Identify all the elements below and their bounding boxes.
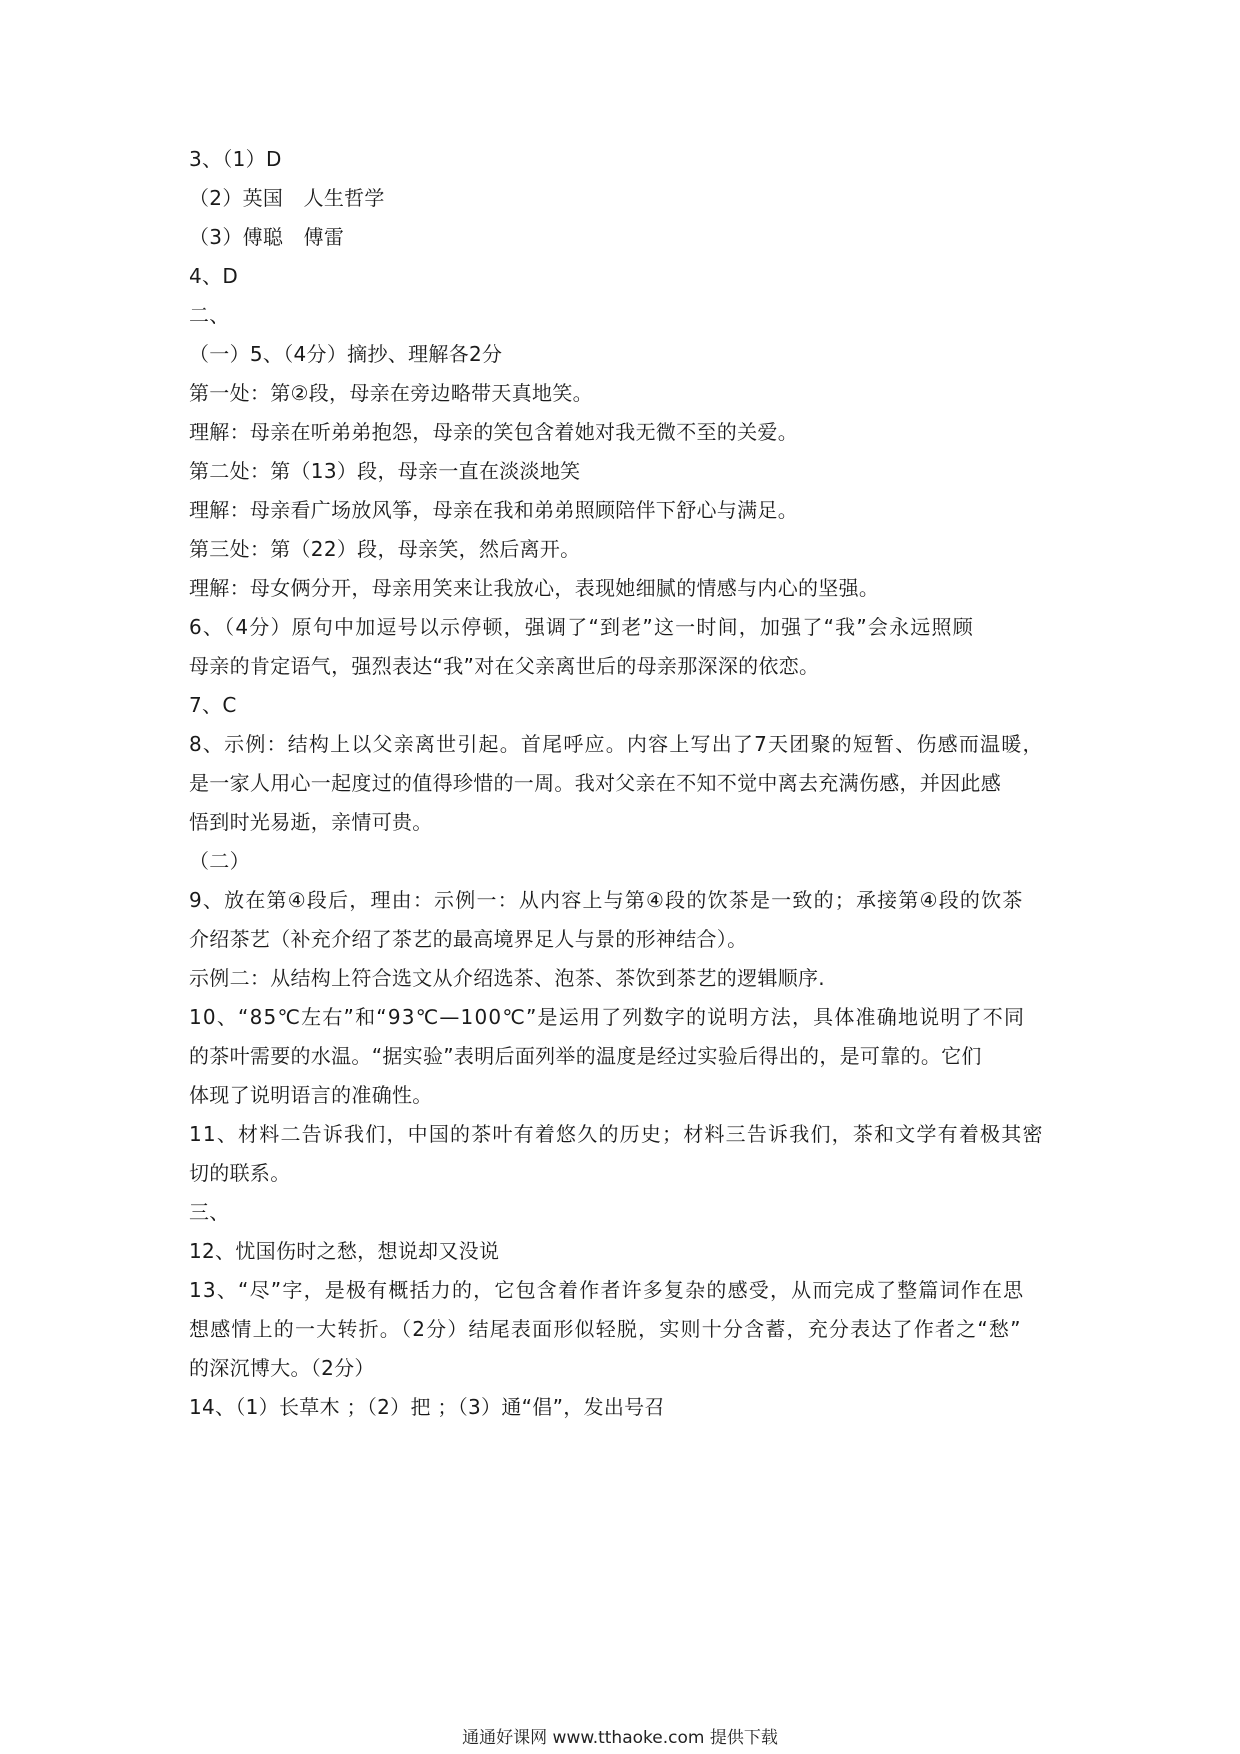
answer-4: 4、D — [189, 264, 239, 288]
answer-8-line-2: 是一家人用心一起度过的值得珍惜的一周。我对父亲在不知不觉中离去充满伤感，并因此感 — [189, 771, 1001, 795]
answer-6-line-1: 6、（4分）原句中加逗号以示停顿，强调了“到老”这一时间，加强了“我”会永远照顾 — [189, 615, 974, 639]
answer-5-point-2: 第二处：第（13）段，母亲一直在淡淡地笑 — [189, 459, 581, 483]
answer-11-line-2: 切的联系。 — [189, 1161, 291, 1185]
answer-9-line-3: 示例二：从结构上符合选文从介绍选茶、泡茶、茶饮到茶艺的逻辑顺序. — [189, 966, 825, 990]
answer-14: 14、（1）长草木 ；（2）把 ；（3）通“倡”，发出号召 — [189, 1395, 665, 1419]
section-heading-2: 二、 — [189, 303, 230, 327]
answer-9-line-2: 介绍茶艺（补充介绍了茶艺的最高境界足人与景的形神结合）。 — [189, 927, 748, 951]
answer-10-line-1: 10、“85℃左右”和“93℃—100℃”是运用了列数字的说明方法，具体准确地说明了不同 — [189, 1005, 1026, 1029]
answer-3-2: （2）英国 人生哲学 — [189, 186, 385, 210]
answer-13-line-3: 的深沉博大。（2分） — [189, 1356, 375, 1380]
answer-13-line-2: 想感情上的一大转折。（2分）结尾表面形似轻脱，实则十分含蓄，充分表达了作者之“愁” — [189, 1317, 1022, 1341]
answer-5-point-1: 第一处：第②段，母亲在旁边略带天真地笑。 — [189, 381, 593, 405]
answer-9-line-1: 9、放在第④段后，理由：示例一：从内容上与第④段的饮茶是一致的；承接第④段的饮茶 — [189, 888, 1024, 912]
answer-8-line-3: 悟到时光易逝，亲情可贵。 — [189, 810, 433, 834]
answer-10-line-2: 的茶叶需要的水温。“据实验”表明后面列举的温度是经过实验后得出的，是可靠的。它们 — [189, 1044, 982, 1068]
answer-10-line-3: 体现了说明语言的准确性。 — [189, 1083, 433, 1107]
section-heading-3: 三、 — [189, 1200, 230, 1224]
section-heading-2-2: （二） — [189, 849, 250, 873]
answer-5-heading: （一）5、（4分）摘抄、理解各2分 — [189, 342, 503, 366]
page-footer: 通通好课网 www.tthaoke.com 提供下载 — [462, 1728, 778, 1748]
answer-5-understanding-2: 理解：母亲看广场放风筝，母亲在我和弟弟照顾陪伴下舒心与满足。 — [189, 498, 798, 522]
answer-3-1: 3、（1）D — [189, 147, 282, 171]
answer-5-understanding-3: 理解：母女俩分开，母亲用笑来让我放心，表现她细腻的情感与内心的坚强。 — [189, 576, 880, 600]
answer-5-point-3: 第三处：第（22）段，母亲笑，然后离开。 — [189, 537, 581, 561]
answer-6-line-2: 母亲的肯定语气，强烈表达“我”对在父亲离世后的母亲那深深的依恋。 — [189, 654, 820, 678]
answer-8-line-1: 8、示例：结构上以父亲离世引起。首尾呼应。内容上写出了7天团聚的短暂、伤感而温暖， — [189, 732, 1044, 756]
answer-3-3: （3）傅聪 傅雷 — [189, 225, 345, 249]
answer-5-understanding-1: 理解：母亲在听弟弟抱怨，母亲的笑包含着她对我无微不至的关爱。 — [189, 420, 798, 444]
answer-12: 12、忧国伤时之愁，想说却又没说 — [189, 1239, 500, 1263]
answer-7: 7、C — [189, 693, 237, 717]
answer-11-line-1: 11、材料二告诉我们，中国的茶叶有着悠久的历史；材料三告诉我们，茶和文学有着极其密 — [189, 1122, 1044, 1146]
answer-13-line-1: 13、“尽”字，是极有概括力的，它包含着作者许多复杂的感受，从而完成了整篇词作在思 — [189, 1278, 1025, 1302]
